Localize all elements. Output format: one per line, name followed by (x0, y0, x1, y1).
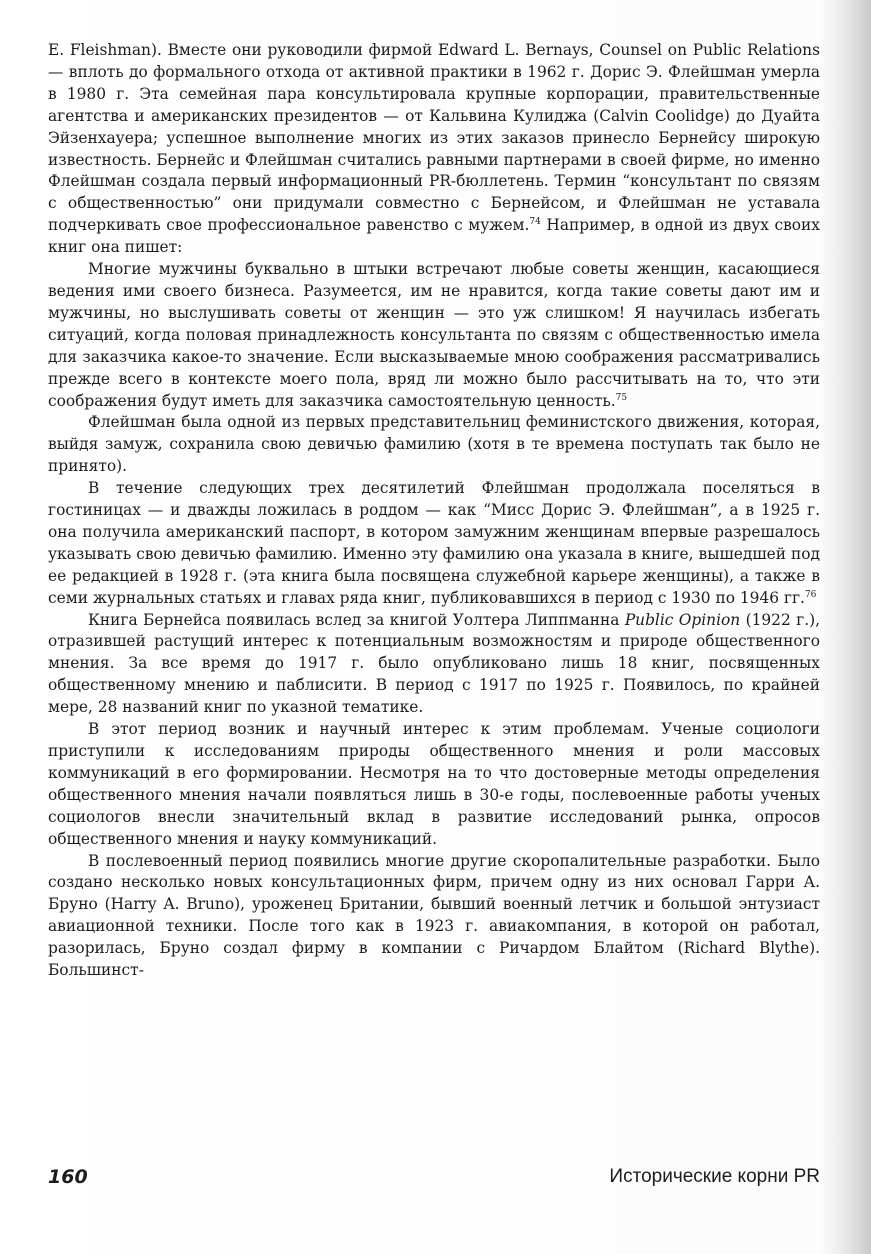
paragraph-p1 (48, 40, 820, 259)
paragraph-p2 (48, 259, 820, 412)
paragraph-p6 (48, 719, 820, 850)
italic-title: Public Opinion (624, 610, 741, 629)
text-run: (1922 г.), отразившей растущий интерес к потенциальным возможностям и природе общественного мнения. За все время до 1917 г. было опубликовано лишь 18 книг, посвященных общественному мнению и паблисити. В период с 1917 по 1925 г. Появилось, по крайней мере, 28 названий книг по указной тематике. (48, 610, 821, 717)
paragraph-p3 (48, 412, 820, 478)
text-run: В послевоенный период появились многие другие скоропалительные разработки. Было создано несколько новых консультационных фирм, причем одну из них основал Гарри А. Бруно (Harry A. Bruno), уроженец Британии, бывший военный летчик и большой энтузиаст авиационной техники. После того как в 1923 г. авиакомпания, в которой он работал, разорилась, Бруно создал фирму в компании с Ричардом Блайтом (Richard Blythe). Большинст- (48, 851, 820, 980)
footnote-ref: 75 (615, 392, 628, 403)
footnote-ref: 74 (529, 217, 541, 228)
body-text (48, 40, 820, 982)
text-run: В течение следующих трех десятилетий Флейшман продолжала поселяться в гостиницах — и дважды ложилась в роддом — как “Мисс Дорис Э. Флейшман”, а в 1925 г. она получила американский паспорт, в котором замужним женщинам впервые разрешалось указывать свою девичью фамилию. Именно эту фамилию она указала в книге, вышедшей под ее редакцией в 1928 г. (эта книга была посвящена служебной карьере женщины), а также в семи журнальных статьях и главах ряда книг, публиковавшихся в период с 1930 по 1946 гг. (48, 479, 820, 607)
page-footer (48, 1166, 820, 1196)
text-run: Книга Бернейса появилась вслед за книгой Уолтера Липпманна (88, 610, 625, 629)
paragraph-p5 (48, 610, 820, 720)
paragraph-p7 (48, 851, 820, 982)
text-run: Многие мужчины буквально в штыки встречают любые советы женщин, касающиеся ведения ими своего бизнеса. Разумеется, им не нравится, когда такие советы дают им и мужчины, но выслушивать советы от женщин — это уж слишком! Я научилась избегать ситуаций, когда половая принадлежность консультанта по связям с общественностью имела для заказчика какое-то значение. Если высказываемые мною соображения рассматривались прежде всего в контексте моего пола, вряд ли можно было рассчитывать на то, что эти соображения будут иметь для заказчика самостоятельную ценность. (48, 260, 820, 410)
footnote-ref: 76 (804, 589, 817, 600)
running-title: Исторические корни PR (609, 1166, 820, 1187)
text-run: Флейшман была одной из первых представительниц феминистского движения, которая, выйдя замуж, сохранила свою девичью фамилию (хотя в те времена поступать так было не принято). (48, 413, 820, 476)
text-run: В этот период возник и научный интерес к этим проблемам. Ученые социологи приступили к исследованиям природы общественного мнения и роли массовых коммуникаций в его формировании. Несмотря на то что достоверные методы определения общественного мнения начали появляться лишь в 30-е годы, послевоенные работы ученых социологов внесли значительный вклад в развитие исследований рынка, опросов общественного мнения и науку коммуникаций. (48, 720, 820, 848)
page-number: 160 (48, 1166, 88, 1188)
text-run: E. Fleishman). Вместе они руководили фирмой Edward L. Bernays, Counsel on Public Relations — вплоть до формального отхода от активной практики в 1962 г. Дорис Э. Флейшман умерла в 1980 г. Эта семейная пара консультировала крупные корпорации, правительственные агентства и американских президентов — от Кальвина Кулиджа (Calvin Coolidge) до Дуайта Эйзенхауера; успешное выполнение многих из этих заказов принесло Бернейсу широкую известность. Бернейс и Флейшман считались равными партнерами в своей фирме, но именно Флейшман создала первый информационный PR-бюллетень. Термин “консультант по связям с общественностью” они придумали совместно с Бернейсом, и Флейшман не уставала подчеркивать свое профессиональное равенство с мужем. (48, 41, 820, 235)
text-run: Например, в одной из двух своих книг она пишет: (48, 216, 820, 257)
paragraph-p4 (48, 478, 820, 609)
